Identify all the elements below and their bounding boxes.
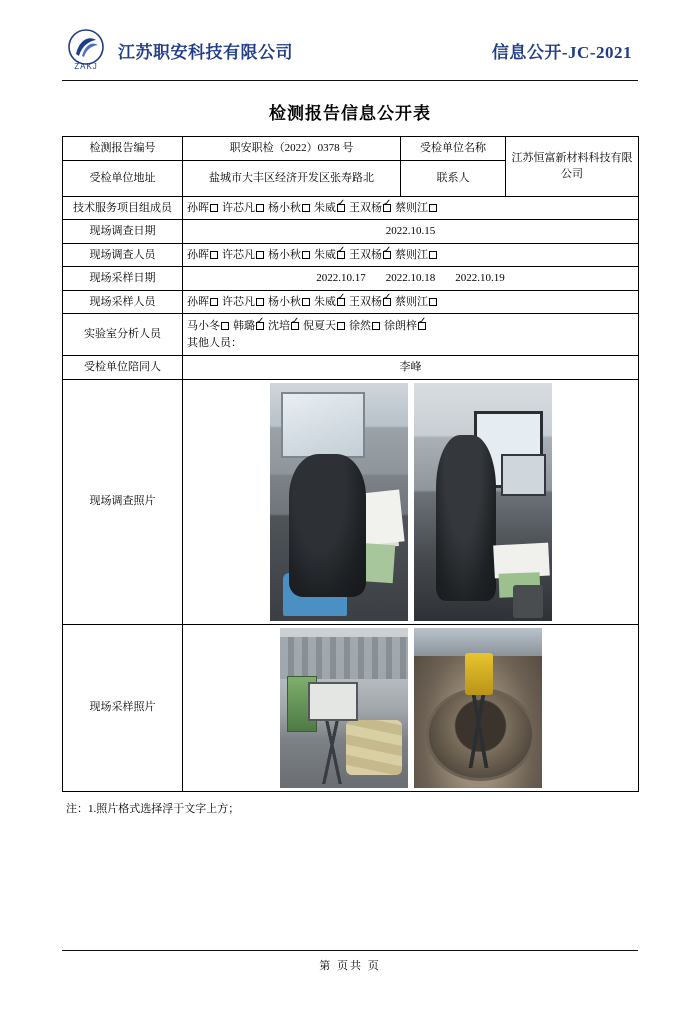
team-member-0 [187, 200, 218, 217]
checkbox[interactable] [291, 322, 299, 330]
sampling-photo-label: 现场采样照片 [63, 624, 183, 791]
survey-staff-2 [268, 247, 310, 264]
checkbox[interactable] [302, 251, 310, 259]
person-name: 孙晖 [187, 248, 209, 261]
sampling-staff-2 [268, 294, 310, 311]
person-name: 孙晖 [187, 295, 209, 308]
page-title: 检测报告信息公开表 [269, 104, 431, 123]
checkbox[interactable] [210, 204, 218, 212]
report-no-value: 职安职检（2022）0378 号 [183, 137, 401, 161]
checkbox[interactable] [429, 251, 437, 259]
team-member-2 [268, 200, 310, 217]
survey-photo-cell [183, 379, 639, 624]
person-name: 徐朗梓 [384, 320, 417, 332]
table-row [63, 356, 639, 380]
checkbox[interactable] [383, 204, 391, 212]
person-name: 许芯凡 [222, 295, 255, 308]
person-name: 杨小秋 [268, 295, 301, 308]
svg-text:ZAKJ: ZAKJ [74, 62, 98, 71]
sampling-date-0: 2022.10.17 [316, 272, 366, 284]
client-name-value: 江苏恒富新材料科技有限公司 [506, 137, 639, 197]
client-name-label: 受检单位名称 [401, 137, 506, 161]
checkbox[interactable] [337, 251, 345, 259]
sampling-staff-1 [222, 294, 264, 311]
checkbox[interactable] [429, 204, 437, 212]
person-name: 许芯凡 [222, 248, 255, 261]
person-name: 蔡则江 [395, 201, 428, 214]
survey-date-label: 现场调查日期 [63, 220, 183, 244]
checkbox[interactable] [256, 298, 264, 306]
lab-staff-2 [268, 318, 299, 335]
escort-value: 李峰 [183, 356, 639, 380]
sampling-date-1: 2022.10.18 [385, 272, 436, 284]
table-row [63, 137, 639, 161]
lab-staff-0 [187, 318, 229, 335]
survey-photo-1 [270, 383, 408, 621]
person-name: 朱威 [314, 248, 336, 261]
checkbox[interactable] [302, 298, 310, 306]
person-name: 许芯凡 [222, 201, 255, 214]
client-addr-value: 盐城市大丰区经济开发区张寿路北 [183, 160, 401, 196]
sampling-staff-0 [187, 294, 218, 311]
checkbox[interactable] [337, 298, 345, 306]
info-table [62, 136, 639, 792]
table-row [63, 267, 639, 291]
person-name: 王双杨 [349, 201, 382, 214]
table-row [63, 314, 639, 356]
checkbox[interactable] [256, 204, 264, 212]
document-code: 信息公开-JC-2021 [491, 42, 632, 62]
person-name: 杨小秋 [268, 201, 301, 214]
sampling-photo-1 [280, 628, 408, 788]
lab-staff [183, 314, 639, 356]
sampling-photo-2 [414, 628, 542, 788]
checkbox[interactable] [337, 204, 345, 212]
sampling-staff-label: 现场采样人员 [63, 290, 183, 314]
checkbox[interactable] [302, 204, 310, 212]
team-members [183, 196, 639, 220]
person-name: 王双杨 [349, 248, 382, 261]
header-left [62, 28, 293, 72]
checkbox[interactable] [210, 251, 218, 259]
lab-staff-5 [384, 318, 426, 335]
lab-other-label: 其他人员： [187, 336, 242, 349]
person-name: 马小冬 [187, 320, 220, 332]
table-row [63, 196, 639, 220]
person-name: 朱威 [314, 295, 336, 308]
person-name: 孙晖 [187, 201, 209, 214]
page-header [62, 22, 638, 81]
checkbox[interactable] [221, 322, 229, 330]
checkbox[interactable] [383, 251, 391, 259]
checkbox[interactable] [256, 322, 264, 330]
person-name: 倪夏天 [303, 320, 336, 332]
survey-staff-1 [222, 247, 264, 264]
table-row [63, 243, 639, 267]
team-member-1 [222, 200, 264, 217]
sampling-staff-3 [314, 294, 345, 311]
person-name: 杨小秋 [268, 248, 301, 261]
survey-staff-3 [314, 247, 345, 264]
survey-photo-2 [414, 383, 552, 621]
survey-date-value: 2022.10.15 [183, 220, 639, 244]
contact-label-text: 联系人 [436, 171, 470, 184]
table-row-survey-photos [63, 379, 639, 624]
lab-staff-1 [233, 318, 264, 335]
report-no-label: 检测报告编号 [63, 137, 183, 161]
table-row [63, 220, 639, 244]
person-name: 蔡则江 [395, 248, 428, 261]
sampling-staff-4 [349, 294, 391, 311]
team-member-4 [349, 200, 391, 217]
footer-divider [62, 950, 638, 951]
sampling-staff [183, 290, 639, 314]
survey-staff-4 [349, 247, 391, 264]
survey-staff [183, 243, 639, 267]
document-page [0, 22, 700, 1011]
lab-staff-4 [349, 318, 380, 335]
footnote: 注：1.照片格式选择浮于文字上方； [66, 802, 240, 815]
person-name: 韩璐 [233, 320, 255, 332]
company-logo-icon [62, 28, 110, 72]
table-row [63, 290, 639, 314]
page-footer [62, 950, 638, 973]
sampling-photo-cell [183, 624, 639, 791]
checkbox[interactable] [372, 322, 380, 330]
sampling-staff-5 [395, 294, 437, 311]
team-member-5 [395, 200, 437, 217]
company-name: 江苏职安科技有限公司 [118, 42, 293, 62]
sampling-date-label: 现场采样日期 [63, 267, 183, 291]
person-name: 王双杨 [349, 295, 382, 308]
checkbox[interactable] [429, 298, 437, 306]
team-member-3 [314, 200, 345, 217]
table-row-sampling-photos [63, 624, 639, 791]
lab-staff-label: 实验室分析人员 [63, 314, 183, 356]
checkbox[interactable] [210, 298, 218, 306]
sampling-date-2: 2022.10.19 [455, 272, 505, 284]
team-label: 技术服务项目组成员 [63, 196, 183, 220]
person-name: 朱威 [314, 201, 336, 214]
person-name: 沈培 [268, 320, 290, 332]
page-number: 第 页共 页 [319, 960, 381, 972]
survey-staff-label: 现场调查人员 [63, 243, 183, 267]
checkbox[interactable] [383, 298, 391, 306]
survey-photo-label: 现场调查照片 [63, 379, 183, 624]
checkbox[interactable] [256, 251, 264, 259]
checkbox[interactable] [337, 322, 345, 330]
person-name: 徐然 [349, 320, 371, 332]
checkbox[interactable] [418, 322, 426, 330]
client-addr-label: 受检单位地址 [63, 160, 183, 196]
sampling-date-values [183, 267, 639, 291]
survey-staff-0 [187, 247, 218, 264]
escort-label: 受检单位陪同人 [63, 356, 183, 380]
person-name: 蔡则江 [395, 295, 428, 308]
survey-staff-5 [395, 247, 437, 264]
lab-staff-3 [303, 318, 345, 335]
contact-label [401, 160, 506, 196]
